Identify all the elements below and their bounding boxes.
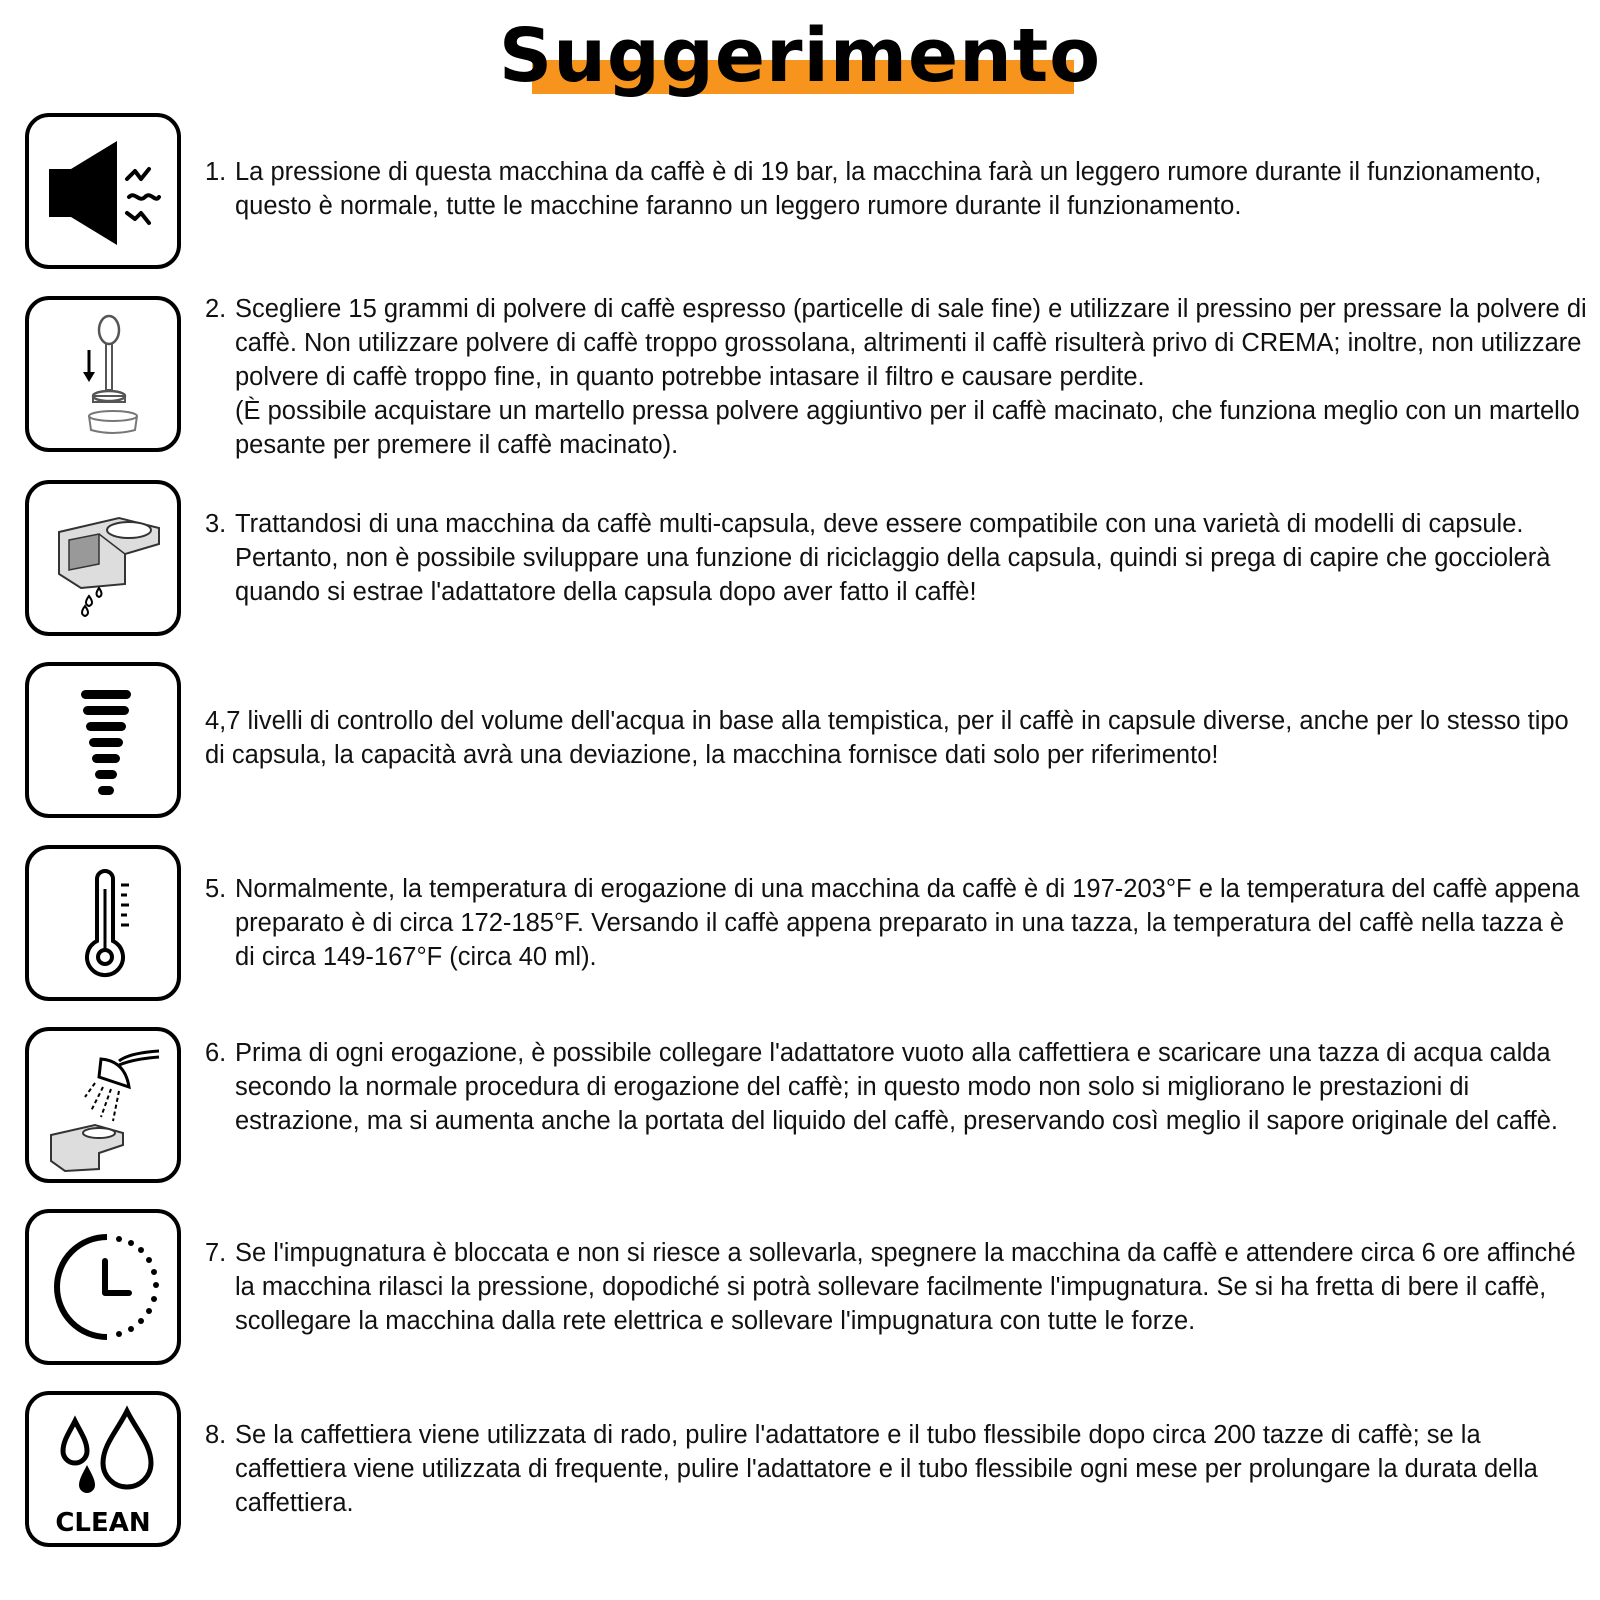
speaker-noise-icon bbox=[25, 113, 181, 269]
tip-number: 2. bbox=[205, 295, 227, 323]
tip-7 bbox=[205, 1236, 1590, 1338]
tip-text: Trattandosi di una macchina da caffè multi-capsula, deve essere compatibile con una varietà di modelli di capsule. Pertanto, non è possibile sviluppare una funzione di riciclaggio della capsula, quindi si prega di capire che gocciolerà quando si estrae l'adattatore della capsula dopo aver fatto il caffè! bbox=[235, 510, 1551, 606]
shower-rinse-icon bbox=[25, 1027, 181, 1183]
tip-number: 1. bbox=[205, 158, 227, 186]
tip-6 bbox=[205, 1036, 1590, 1138]
tip-number: 4, bbox=[205, 707, 227, 735]
tip-5 bbox=[205, 872, 1590, 974]
tip-text: Scegliere 15 grammi di polvere di caffè espresso (particelle di sale fine) e utilizzare il pressino per pressare la polvere di caffè. Non utilizzare polvere di caffè troppo grossolana, altrimenti il caffè risulterà privo di CREMA; inoltre, non utilizzare polvere di caffè troppo fine, in quanto potrebbe intasare il filtro e causare perdite. bbox=[235, 295, 1587, 391]
tip-text: La pressione di questa macchina da caffè è di 19 bar, la macchina farà un leggero rumore durante il funzionamento, questo è normale, tutte le macchine faranno un leggero rumore durante il funzionamento. bbox=[235, 158, 1542, 220]
coffee-tamper-icon bbox=[25, 296, 181, 452]
tip-3 bbox=[205, 507, 1590, 609]
thermometer-icon bbox=[25, 845, 181, 1001]
clock-timer-icon bbox=[25, 1209, 181, 1365]
tip-text-extra: (È possibile acquistare un martello pressa polvere aggiuntivo per il caffè macinato, che funziona meglio con un martello pesante per premere il caffè macinato). bbox=[235, 397, 1580, 459]
tip-text: Prima di ogni erogazione, è possibile collegare l'adattatore vuoto alla caffettiera e scaricare una tazza di acqua calda secondo la normale procedura di erogazione del caffè; in questo modo non solo si migliorano le prestazioni di estrazione, ma si aumenta anche la portata del liquido del caffè, preservando così meglio il sapore originale del caffè. bbox=[235, 1039, 1559, 1135]
tip-text: 7 livelli di controllo del volume dell'acqua in base alla tempistica, per il caffè in capsule diverse, anche per lo stesso tipo di capsula, la capacità avrà una deviazione, la macchina fornisce dati solo per riferimento! bbox=[205, 707, 1569, 769]
tip-number: 8. bbox=[205, 1421, 227, 1449]
tip-number: 6. bbox=[205, 1039, 227, 1067]
tip-1 bbox=[205, 155, 1590, 223]
tip-2 bbox=[205, 292, 1590, 462]
capsule-adapter-drip-icon bbox=[25, 480, 181, 636]
clean-icon-label: CLEAN bbox=[55, 1508, 151, 1538]
page-title: Suggerimento bbox=[498, 13, 1102, 99]
tip-text: Se la caffettiera viene utilizzata di rado, pulire l'adattatore e il tubo flessibile dopo circa 200 tazze di caffè; se la caffettiera viene utilizzata di frequente, pulire l'adattatore e il tubo flessibile ogni mese per prolungare la durata della caffettiera. bbox=[235, 1421, 1538, 1517]
tip-number: 7. bbox=[205, 1239, 227, 1267]
tip-number: 5. bbox=[205, 875, 227, 903]
water-level-bars-icon bbox=[25, 662, 181, 818]
tip-number: 3. bbox=[205, 510, 227, 538]
tip-8 bbox=[205, 1418, 1590, 1520]
title-section bbox=[0, 0, 1600, 110]
clean-drops-icon bbox=[25, 1391, 181, 1547]
tip-text: Normalmente, la temperatura di erogazione di una macchina da caffè è di 197-203°F e la temperatura del caffè appena preparato è di circa 172-185°F. Versando il caffè appena preparato in una tazza, la temperatura del caffè nella tazza è di circa 149-167°F (circa 40 ml). bbox=[235, 875, 1580, 971]
tip-4 bbox=[205, 704, 1590, 772]
tip-text: Se l'impugnatura è bloccata e non si riesce a sollevarla, spegnere la macchina da caffè e attendere circa 6 ore affinché la macchina rilasci la pressione, dopodiché si potrà sollevare facilmente l'impugnatura. Se si ha fretta di bere il caffè, scollegare la macchina dalla rete elettrica e sollevare l'impugnatura con tutte le forze. bbox=[235, 1239, 1576, 1335]
